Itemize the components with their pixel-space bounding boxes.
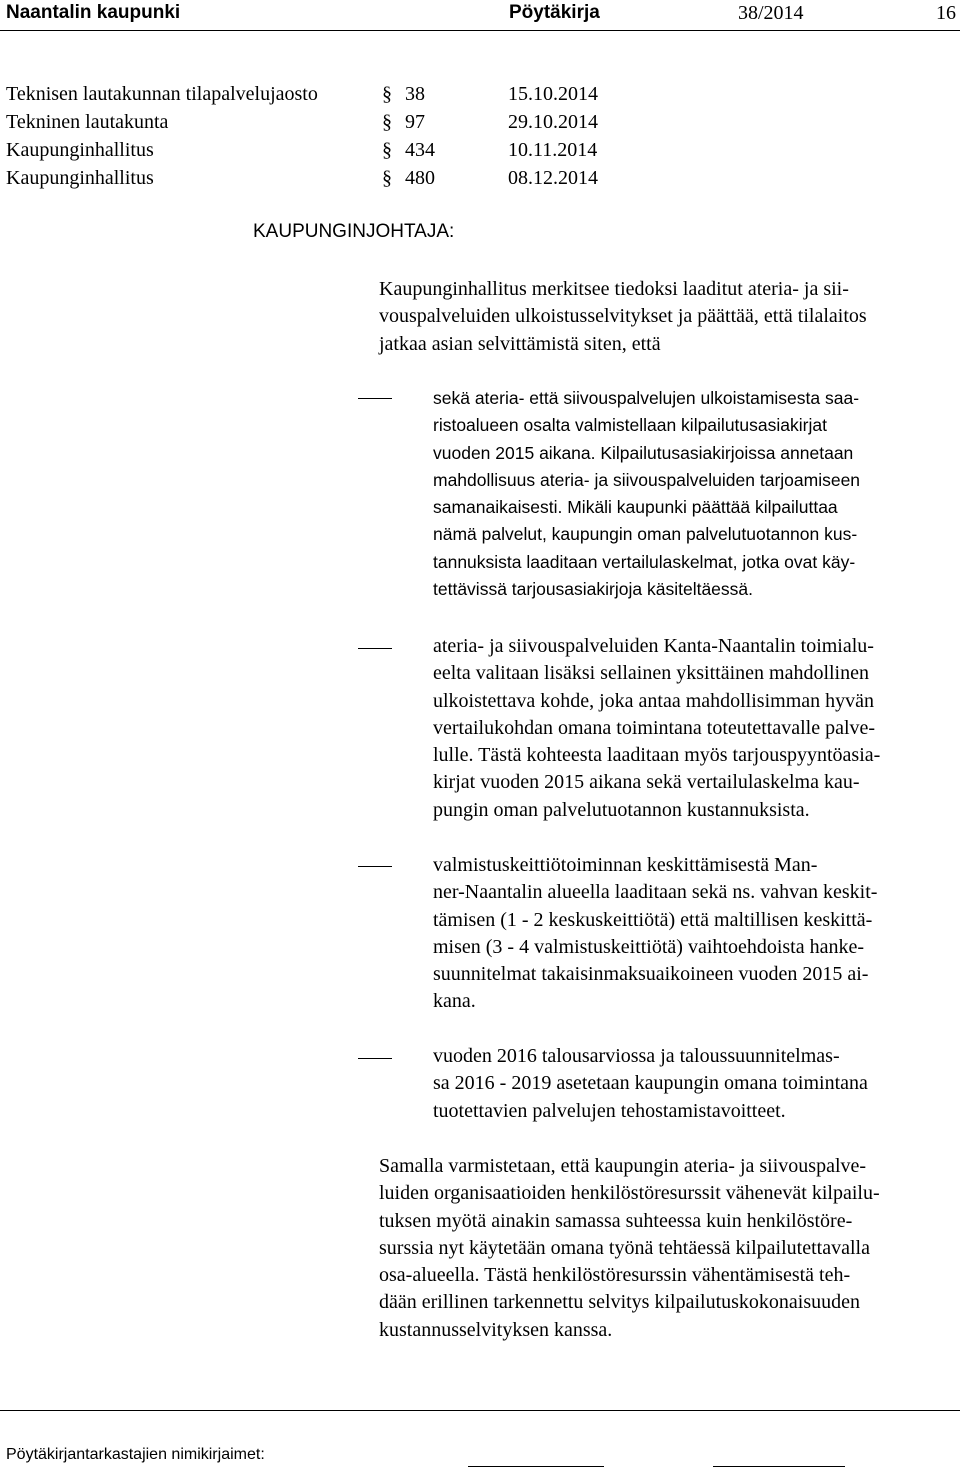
minutes-number: 38/2014	[738, 2, 804, 24]
text-line: vuoden 2016 talousarviossa ja taloussuunnitelmas-	[433, 1045, 840, 1067]
text-line: vouspalveluiden ulkoistusselvitykset ja päättää, että tilalaitos	[379, 305, 867, 328]
text-line: dään erillinen tarkennettu selvitys kilpailutuskokonaisuuden	[379, 1291, 861, 1314]
history-row	[6, 108, 706, 136]
closing-paragraph	[379, 1153, 960, 1344]
list-dash-icon	[358, 1058, 392, 1059]
text-line: nämä palvelut, kaupungin oman palvelutuotannon kus-	[433, 524, 858, 545]
history-date: 15.10.2014	[508, 83, 598, 105]
list-dash-icon	[358, 648, 392, 649]
signature-line	[468, 1466, 604, 1467]
text-line: suunnitelmat takaisinmaksuaikoineen vuoden 2015 ai-	[433, 963, 869, 986]
intro-paragraph	[379, 276, 960, 358]
page-header	[0, 0, 960, 30]
history-row	[6, 164, 706, 192]
text-line: eelta valitaan lisäksi sellainen yksittäinen mahdollinen	[433, 662, 869, 685]
section-symbol: §	[382, 111, 392, 133]
text-line: kustannusselvityksen kanssa.	[379, 1318, 613, 1341]
list-dash-icon	[358, 398, 392, 399]
history-number: 38	[405, 83, 425, 105]
history-number: 480	[405, 167, 435, 189]
section-symbol: §	[382, 83, 392, 105]
signature-line	[713, 1466, 845, 1467]
list-item	[433, 385, 955, 603]
text-line: pungin oman palvelutuotannon kustannuksista.	[433, 798, 810, 821]
text-line: ner-Naantalin alueella laaditaan sekä ns. vahvan keskit-	[433, 881, 878, 904]
section-symbol: §	[382, 139, 392, 161]
text-line: ristoalueen osalta valmistellaan kilpailutusasiakirjat	[433, 415, 827, 436]
signature-label: Pöytäkirjantarkastajien nimikirjaimet:	[6, 1446, 265, 1463]
text-line: vertailukohdan omana toimintana toteutettavalle palve-	[433, 716, 876, 739]
text-line: tettävissä tarjousasiakirjoja käsiteltäessä.	[433, 579, 754, 600]
text-line: kirjat vuoden 2015 aikana sekä vertailulaskelma kau-	[433, 771, 860, 794]
list-item	[433, 633, 955, 824]
list-item	[433, 852, 955, 1016]
text-line: tuksen myötä ainakin samassa suhteessa kuin henkilöstöre-	[379, 1209, 853, 1232]
text-line: misen (3 - 4 valmistuskeittiötä) vaihtoehdoista hanke-	[433, 935, 865, 958]
list-dash-icon	[358, 866, 392, 867]
page-number: 16	[936, 2, 956, 24]
history-date: 08.12.2014	[508, 167, 598, 189]
history-body: Teknisen lautakunnan tilapalvelujaosto	[6, 83, 318, 105]
text-line: osa-alueella. Tästä henkilöstöresurssin vähentämisestä teh-	[379, 1264, 851, 1287]
text-line: mahdollisuus ateria- ja siivouspalveluiden tarjoamiseen	[433, 469, 861, 490]
history-row	[6, 136, 706, 164]
history-date: 29.10.2014	[508, 111, 598, 133]
text-line: Samalla varmistetaan, että kaupungin ateria- ja siivouspalve-	[379, 1155, 867, 1177]
list-item	[433, 1043, 955, 1125]
processing-history	[6, 80, 706, 192]
text-line: vuoden 2015 aikana. Kilpailutusasiakirjoissa annetaan	[433, 442, 854, 463]
text-line: ulkoistettava kohde, joka antaa mahdollisimman hyvän	[433, 689, 875, 712]
text-line: tämisen (1 - 2 keskuskeittiötä) että maltillisen keskittä-	[433, 908, 873, 931]
text-line: luiden organisaatioiden henkilöstöresurssit vähenevät kilpailu-	[379, 1182, 880, 1205]
history-body: Kaupunginhallitus	[6, 139, 154, 161]
text-line: tannuksista laaditaan vertailulaskelmat, jotka ovat käy-	[433, 551, 856, 572]
text-line: lulle. Tästä kohteesta laaditaan myös tarjouspyyntöasia-	[433, 744, 881, 767]
proposal-role-heading: KAUPUNGINJOHTAJA:	[253, 221, 455, 242]
history-row	[6, 80, 706, 108]
header-divider	[0, 30, 960, 31]
text-line: tuotettavien palvelujen tehostamistavoitteet.	[433, 1099, 786, 1122]
text-line: Kaupunginhallitus merkitsee tiedoksi laaditut ateria- ja sii-	[379, 278, 849, 300]
text-line: ateria- ja siivouspalveluiden Kanta-Naantalin toimialu-	[433, 635, 874, 657]
text-line: kana.	[433, 990, 476, 1013]
text-line: valmistuskeittiötoiminnan keskittämisestä Man-	[433, 854, 818, 876]
text-line: samanaikaisesti. Mikäli kaupunki päättää kilpailuttaa	[433, 497, 838, 518]
history-body: Tekninen lautakunta	[6, 111, 169, 133]
section-symbol: §	[382, 167, 392, 189]
history-number: 434	[405, 139, 435, 161]
text-line: jatkaa asian selvittämistä siten, että	[379, 332, 661, 355]
history-number: 97	[405, 111, 425, 133]
text-line: sekä ateria- että siivouspalvelujen ulkoistamisesta saa-	[433, 388, 860, 408]
footer-divider	[0, 1410, 960, 1411]
history-body: Kaupunginhallitus	[6, 167, 154, 189]
document-type: Pöytäkirja	[509, 2, 600, 23]
text-line: sa 2016 - 2019 asetetaan kaupungin omana toimintana	[433, 1072, 868, 1095]
text-line: surssia nyt käytetään omana työnä tehtäessä kilpailutettavalla	[379, 1236, 870, 1259]
organization-name: Naantalin kaupunki	[6, 2, 181, 23]
history-date: 10.11.2014	[508, 139, 598, 161]
